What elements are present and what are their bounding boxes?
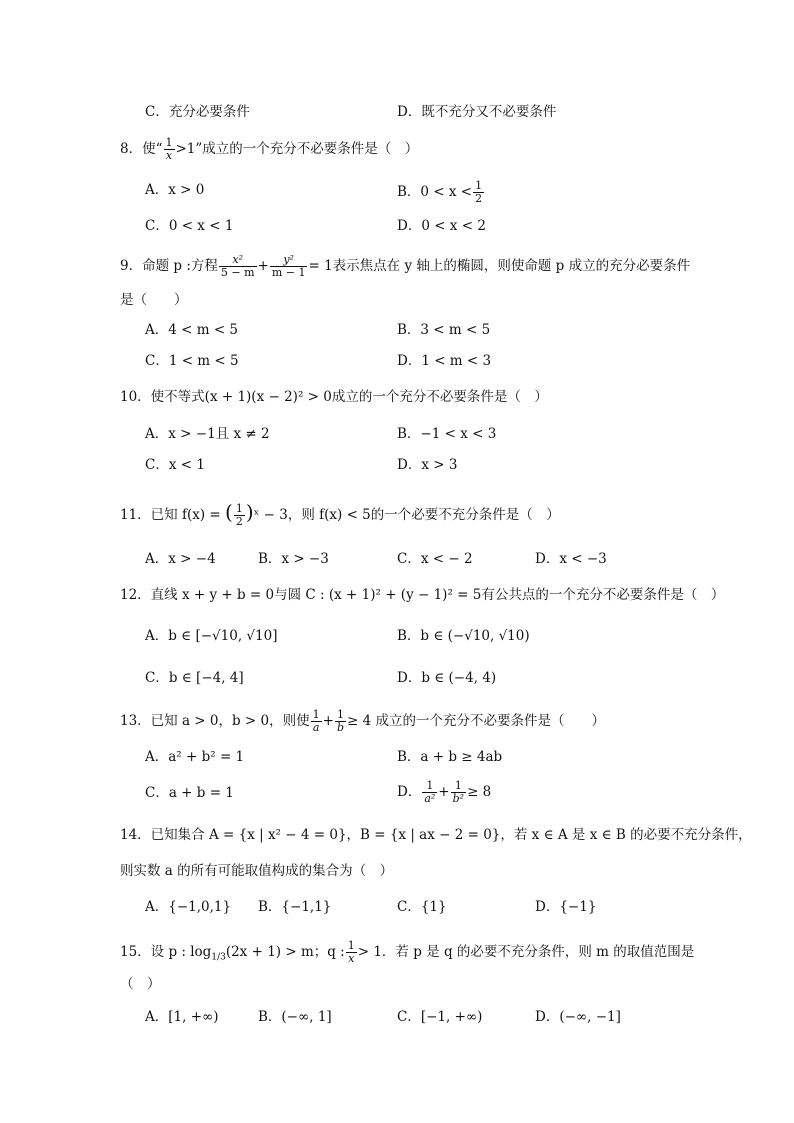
q15-option-b: B．(−∞, 1] — [258, 1009, 332, 1025]
q7-option-c: C．充分必要条件 — [145, 104, 250, 120]
q15-option-a: A．[1, +∞) — [145, 1009, 219, 1025]
q12-stem: 12．直线 x + y + b = 0与圆 C : (x + 1)² + (y − 1)² = 5有公共点的一个充分不必要条件是（ ） — [120, 587, 725, 603]
q8-option-d: D．0 < x < 2 — [397, 218, 486, 234]
q9-option-b: B．3 < m < 5 — [397, 322, 491, 338]
q10-option-b: B．−1 < x < 3 — [397, 426, 497, 442]
q10-stem: 10．使不等式(x + 1)(x − 2)² > 0成立的一个充分不必要条件是（ ） — [120, 389, 548, 405]
q9-stem: 9．命题 p :方程 $\frac{\text{x²}}{5 - m}$ + $\frac{\text{y²}}{m - 1}$ = 1表示焦点在 y 轴上的椭圆，则使命题 p 成立的充分必要条件 — [120, 253, 691, 279]
q14-option-c: C．{1} — [397, 899, 447, 915]
q14-option-a: A．{−1,0,1} — [145, 899, 232, 915]
q13-fraction-2: $\frac{1}{b}$ — [336, 708, 344, 734]
q12-option-d: D．b ∈ (−4, 4) — [397, 670, 497, 686]
q13-stem: 13．已知 a > 0，b > 0，则使 $\frac{1}{a}$ + $\frac{1}{b}$ ≥ 4 成立的一个充分不必要条件是（ ） — [120, 708, 605, 734]
q9-fraction-2: $\frac{\text{y²}}{m - 1}$ — [271, 253, 306, 279]
q15-option-d: D．(−∞, −1] — [535, 1009, 621, 1025]
q11-stem: 11．已知 f(x) = ( $\frac{1}{2}$ )ˣ − 3，则 f(x) < 5的一个必要不充分条件是（ ） — [120, 500, 560, 528]
q13-d-fraction-2: $\frac{1}{\text{b²}}$ — [452, 779, 465, 805]
q9-option-a: A．4 < m < 5 — [145, 322, 239, 338]
q11-option-d: D．x < −3 — [535, 551, 607, 567]
q15-option-c: C．[−1, +∞) — [397, 1009, 483, 1025]
q10-option-a: A．x > −1且 x ≠ 2 — [145, 426, 270, 442]
q9-option-c: C．1 < m < 5 — [145, 353, 239, 369]
q8-stem: 8．使“ $\frac{1}{x}$ >1”成立的一个充分不必要条件是（ ） — [120, 136, 419, 162]
q13-fraction-1: $\frac{1}{a}$ — [312, 708, 320, 734]
q7-option-d: D．既不充分又不必要条件 — [397, 104, 557, 120]
q13-option-a: A．a² + b² = 1 — [145, 749, 245, 765]
q13-option-b: B．a + b ≥ 4ab — [397, 749, 503, 765]
q14-option-b: B．{−1,1} — [258, 899, 332, 915]
q8-option-a: A．x > 0 — [145, 182, 205, 198]
q13-option-c: C．a + b = 1 — [145, 785, 234, 801]
q12-option-c: C．b ∈ [−4, 4] — [145, 670, 244, 686]
q12-option-b: B．b ∈ (−√10, √10) — [397, 628, 530, 644]
q14-option-d: D．{−1} — [535, 899, 597, 915]
q14-stem-line2: 则实数 a 的所有可能取值构成的集合为（ ） — [120, 863, 394, 879]
q15-fraction: $\frac{1}{x}$ — [347, 939, 355, 965]
q9-option-d: D．1 < m < 3 — [397, 353, 492, 369]
q8-option-b: B．0 < x < $\frac{1}{2}$ — [397, 179, 483, 205]
q12-option-a: A．b ∈ [−√10, √10] — [145, 628, 278, 644]
q8-fraction: $\frac{1}{x}$ — [165, 136, 173, 162]
q10-option-d: D．x > 3 — [397, 457, 458, 473]
q13-option-d: D． $\frac{1}{\text{a²}}$ + $\frac{1}{\text{b²}}$ ≥ 8 — [397, 779, 492, 805]
q8-b-fraction: $\frac{1}{2}$ — [475, 179, 483, 205]
q9-stem-line2: 是（ ） — [120, 292, 188, 308]
q13-d-fraction-1: $\frac{1}{\text{a²}}$ — [424, 779, 436, 805]
q15-log-base: 1/3 — [211, 952, 226, 963]
q11-option-b: B．x > −3 — [258, 551, 329, 567]
q14-stem: 14．已知集合 A = {x | x² − 4 = 0}，B = {x | ax − 2 = 0}，若 x ∈ A 是 x ∈ B 的必要不充分条件， — [120, 827, 752, 843]
q9-fraction-1: $\frac{\text{x²}}{5 - m}$ — [220, 253, 255, 279]
q11-option-c: C．x < − 2 — [397, 551, 473, 567]
q15-stem-line2: （ ） — [120, 976, 161, 992]
q8-option-c: C．0 < x < 1 — [145, 218, 234, 234]
q11-option-a: A．x > −4 — [145, 551, 216, 567]
q11-fraction: $\frac{1}{2}$ — [235, 502, 243, 528]
q15-stem: 15．设 p : $\log_{1/3}(2x + 1) > m$；q : $\frac{1}{x}$ > 1．若 p 是 q 的必要不充分条件，则 m 的取值范围是 — [120, 939, 695, 965]
q10-option-c: C．x < 1 — [145, 457, 205, 473]
